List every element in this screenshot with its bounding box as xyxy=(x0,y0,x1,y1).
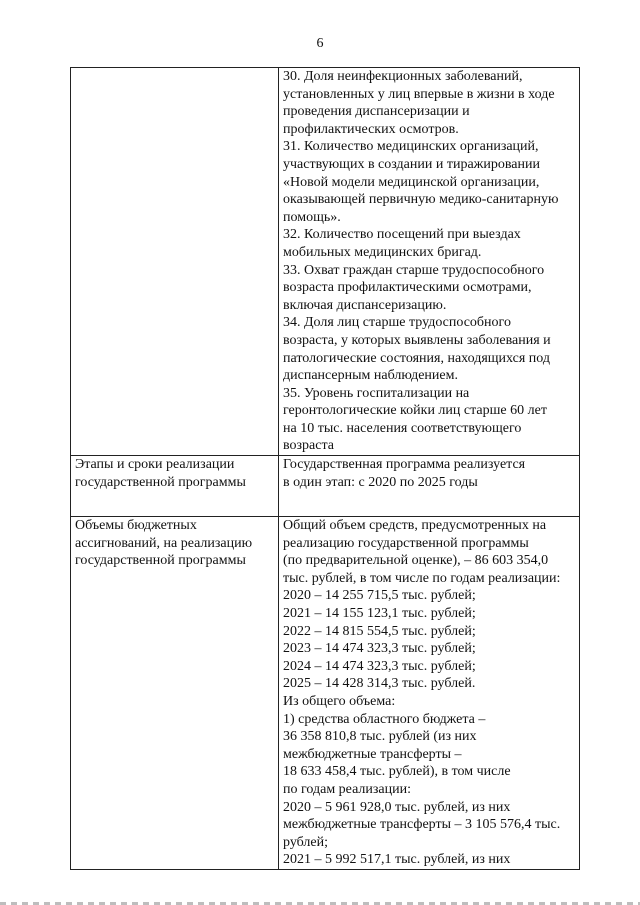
table-row-budget xyxy=(71,517,580,870)
indicator-text-line: установленных у лиц впервые в жизни в ходе xyxy=(283,86,555,102)
budget-value-line: 2023 – 14 474 323,3 тыс. рублей; xyxy=(283,641,476,657)
budget-value-line: 2021 – 5 992 517,1 тыс. рублей, из них xyxy=(283,852,511,868)
budget-value-line: по годам реализации: xyxy=(283,781,411,797)
indicator-text-line: проведения диспансеризации и xyxy=(283,104,470,120)
indicator-text-line: 34. Доля лиц старше трудоспособного xyxy=(283,315,511,331)
indicators-label-cell xyxy=(71,68,279,456)
table-row-stages xyxy=(71,456,580,517)
budget-value-line: 2021 – 14 155 123,1 тыс. рублей; xyxy=(283,606,476,622)
stages-label-line: Этапы и сроки реализации xyxy=(75,457,235,473)
budget-value-line: 2022 – 14 815 554,5 тыс. рублей; xyxy=(283,623,476,639)
budget-value-line: 18 633 458,4 тыс. рублей), в том числе xyxy=(283,764,511,780)
indicator-text-line: 35. Уровень госпитализации на xyxy=(283,385,470,401)
indicator-text-line: «Новой модели медицинской организации, xyxy=(283,174,540,190)
indicator-text-line: возраста, у которых выявлены заболевания и xyxy=(283,332,551,348)
budget-value-line: 2020 – 5 961 928,0 тыс. рублей, из них xyxy=(283,799,511,815)
budget-value-line: Общий объем средств, предусмотренных на xyxy=(283,518,547,534)
indicator-text-line: оказывающей первичную медико-санитарную xyxy=(283,192,559,208)
budget-value-line: (по предварительной оценке), – 86 603 354,0 xyxy=(283,553,549,569)
page-number: 6 xyxy=(316,36,324,51)
budget-value-line: 2024 – 14 474 323,3 тыс. рублей; xyxy=(283,658,476,674)
indicator-text-line: участвующих в создании и тиражировании xyxy=(283,156,540,172)
indicator-text-line: патологические состояния, находящихся под xyxy=(283,350,551,366)
budget-value-line: реализацию государственной программы xyxy=(283,535,529,551)
indicators-cell xyxy=(279,68,580,456)
indicator-text-line: 32. Количество посещений при выездах xyxy=(283,227,521,243)
budget-value-line: рублей; xyxy=(283,834,328,850)
indicator-text-line: включая диспансеризацию. xyxy=(283,297,447,313)
indicator-text-line: на 10 тыс. населения соответствующего xyxy=(283,420,522,436)
budget-value-line: 2020 – 14 255 715,5 тыс. рублей; xyxy=(283,588,476,604)
budget-value-line: 1) средства областного бюджета – xyxy=(283,711,486,727)
budget-label-line: государственной программы xyxy=(75,553,246,569)
indicator-text-line: помощь». xyxy=(283,209,341,225)
indicator-text-line: профилактических осмотров. xyxy=(283,121,459,137)
budget-label-line: ассигнований, на реализацию xyxy=(75,535,253,551)
indicator-text-line: 30. Доля неинфекционных заболеваний, xyxy=(283,69,523,84)
indicator-text-line: диспансерным наблюдением. xyxy=(283,368,458,384)
passport-table xyxy=(70,67,580,870)
table-row-indicators xyxy=(71,68,580,456)
budget-value-line: Из общего объема: xyxy=(283,694,396,709)
stages-value-line: в один этап: с 2020 по 2025 годы xyxy=(283,474,478,490)
stages-value-cell xyxy=(279,456,580,517)
budget-label-line: Объемы бюджетных xyxy=(75,518,197,534)
budget-value-line: 36 358 810,8 тыс. рублей (из них xyxy=(283,729,477,745)
indicator-text-line: геронтологические койки лиц старше 60 лет xyxy=(283,403,547,419)
budget-value-line: межбюджетные трансферты – 3 105 576,4 тыс. xyxy=(283,817,561,833)
indicator-text-line: возраста xyxy=(283,438,334,454)
indicator-text-line: мобильных медицинских бригад. xyxy=(283,244,482,260)
indicator-text-line: 33. Охват граждан старше трудоспособного xyxy=(283,262,545,278)
budget-value-cell xyxy=(279,517,580,870)
indicator-text-line: возраста профилактическими осмотрами, xyxy=(283,280,532,296)
stages-value-line: Государственная программа реализуется xyxy=(283,457,526,473)
stages-label-cell xyxy=(71,456,279,517)
budget-label-cell xyxy=(71,517,279,870)
stages-label-line: государственной программы xyxy=(75,474,246,490)
indicator-text-line: 31. Количество медицинских организаций, xyxy=(283,139,539,155)
budget-value-line: 2025 – 14 428 314,3 тыс. рублей. xyxy=(283,676,476,692)
budget-value-line: тыс. рублей, в том числе по годам реализации: xyxy=(283,570,561,586)
budget-value-line: межбюджетные трансферты – xyxy=(283,746,462,762)
